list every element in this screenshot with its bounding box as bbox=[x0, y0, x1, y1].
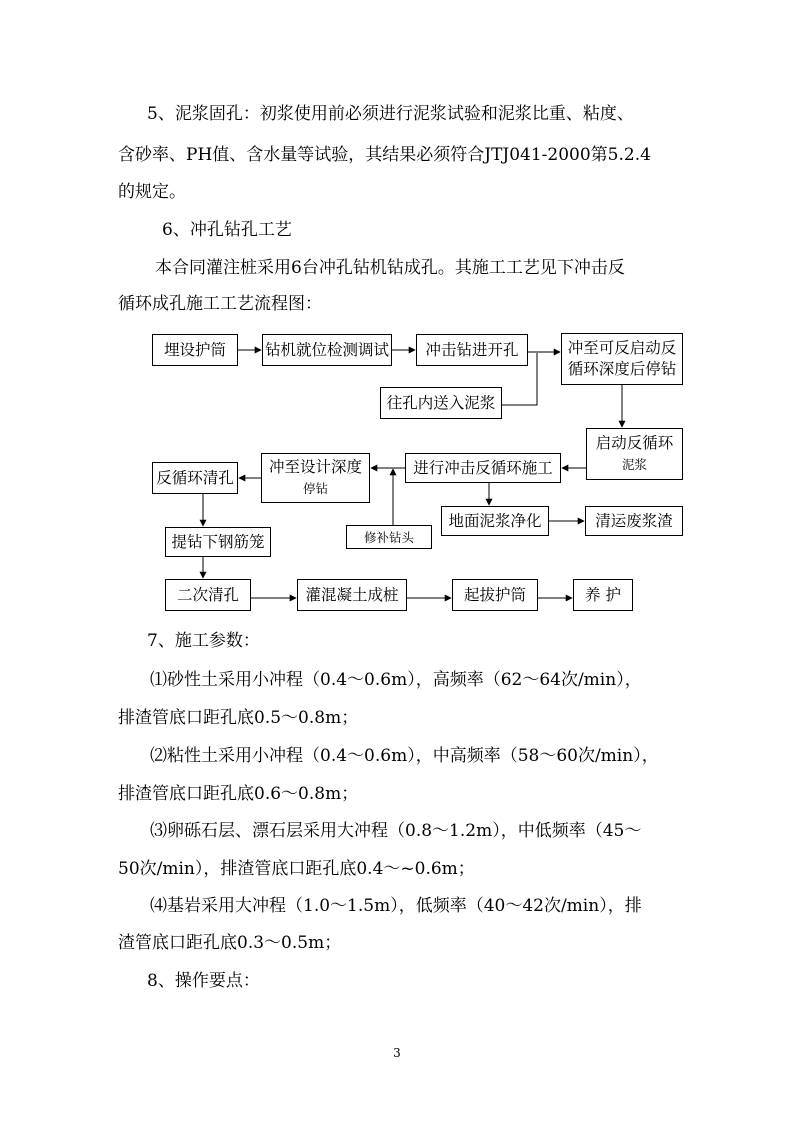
param-4-line-1: ⑷基岩采用大冲程（1.0～1.5m），低频率（40～42次/min），排 bbox=[150, 896, 642, 916]
flow-box-repair-drill-bit bbox=[346, 525, 432, 549]
flow-box-stop-at-reverse-depth-line-2: 循环深度后停钻 bbox=[567, 360, 677, 378]
param-2-line-1: ⑵粘性土采用小冲程（0.4～0.6m），中高频率（58～60次/min）， bbox=[150, 746, 659, 766]
flow-box-rig-positioning-label: 钻机就位检测调试 bbox=[264, 340, 389, 359]
flow-box-second-hole-cleaning-label: 二次清孔 bbox=[176, 585, 239, 604]
flow-box-rig-positioning bbox=[262, 334, 392, 366]
flow-box-pour-concrete-pile bbox=[297, 579, 407, 611]
flow-box-impact-reverse-construction-label: 进行冲击反循环施工 bbox=[413, 458, 553, 477]
paragraph-5-line-3: 的规定。 bbox=[118, 182, 186, 202]
flow-box-start-reverse-circulation bbox=[586, 428, 683, 480]
flow-box-second-hole-cleaning bbox=[165, 579, 251, 611]
param-1-line-1: ⑴砂性土采用小冲程（0.4～0.6m），高频率（62～64次/min）， bbox=[150, 670, 642, 690]
flow-box-extract-casing bbox=[452, 579, 538, 611]
flow-box-lift-drill-lower-cage bbox=[165, 527, 271, 557]
flow-box-impact-drilling-start-label: 冲击钻进开孔 bbox=[425, 340, 519, 359]
flow-box-curing-label: 养 护 bbox=[585, 585, 621, 604]
param-4-line-2: 渣管底口距孔底0.3～0.5m； bbox=[118, 933, 342, 953]
flow-box-start-reverse-circulation-line-2: 泥浆 bbox=[621, 457, 647, 472]
flow-box-stop-at-reverse-depth bbox=[561, 333, 683, 385]
heading-7: 7、施工参数： bbox=[147, 631, 260, 651]
flow-box-lift-drill-lower-cage-label: 提钻下钢筋笼 bbox=[171, 532, 265, 551]
flow-box-extract-casing-label: 起拔护筒 bbox=[463, 585, 526, 604]
flow-box-curing bbox=[573, 579, 633, 611]
flow-box-stop-at-design-depth-line-2: 停钻 bbox=[302, 481, 328, 496]
flow-box-remove-waste-slurry bbox=[585, 506, 683, 536]
flow-box-stop-at-reverse-depth-line-1: 冲至可反启动反 bbox=[567, 339, 677, 357]
flow-box-stop-at-design-depth bbox=[261, 453, 370, 503]
flow-box-inject-mud bbox=[380, 387, 502, 419]
flow-box-impact-drilling-start bbox=[416, 334, 528, 366]
flow-box-ground-mud-purification bbox=[441, 506, 549, 536]
flow-box-ground-mud-purification-label: 地面泥浆净化 bbox=[448, 511, 542, 530]
param-3-line-2: 50次/min），排渣管底口距孔底0.4～~0.6m； bbox=[118, 859, 475, 879]
paragraph-6-line-2: 循环成孔施工工艺流程图： bbox=[118, 294, 322, 314]
flow-box-inject-mud-label: 往孔内送入泥浆 bbox=[386, 393, 496, 412]
paragraph-5-line-2: 含砂率、PH值、含水量等试验，其结果必须符合JTJ041-2000第5.2.4 bbox=[118, 145, 651, 165]
param-2-line-2: 排渣管底口距孔底0.6～0.8m； bbox=[118, 784, 359, 804]
flow-box-pour-concrete-pile-label: 灌混凝土成桩 bbox=[305, 585, 399, 604]
param-1-line-2: 排渣管底口距孔底0.5～0.8m； bbox=[118, 708, 359, 728]
heading-6: 6、冲孔钻孔工艺 bbox=[162, 220, 292, 240]
flow-box-reverse-hole-cleaning bbox=[152, 462, 238, 494]
flow-box-stop-at-design-depth-line-1: 冲至设计深度 bbox=[268, 458, 362, 476]
flow-box-impact-reverse-construction bbox=[405, 453, 561, 483]
param-3-line-1: ⑶卵砾石层、漂石层采用大冲程（0.8～1.2m），中低频率（45～ bbox=[150, 821, 642, 841]
flow-box-bury-casing bbox=[152, 334, 238, 366]
paragraph-5-line-1: 5、泥浆固孔：初浆使用前必须进行泥浆试验和泥浆比重、粘度、 bbox=[147, 104, 634, 124]
flow-box-remove-waste-slurry-label: 清运废浆渣 bbox=[595, 511, 673, 530]
flow-box-start-reverse-circulation-line-1: 启动反循环 bbox=[595, 434, 674, 452]
flow-box-reverse-hole-cleaning-label: 反循环清孔 bbox=[156, 468, 234, 487]
page-number: 3 bbox=[393, 1046, 401, 1060]
heading-8: 8、操作要点： bbox=[147, 971, 260, 991]
flow-box-repair-drill-bit-label: 修补钻头 bbox=[363, 529, 414, 545]
paragraph-6-line-1: 本合同灌注桩采用6台冲孔钻机钻成孔。其施工工艺见下冲击反 bbox=[155, 258, 625, 278]
flow-box-bury-casing-label: 埋设护筒 bbox=[163, 340, 226, 359]
